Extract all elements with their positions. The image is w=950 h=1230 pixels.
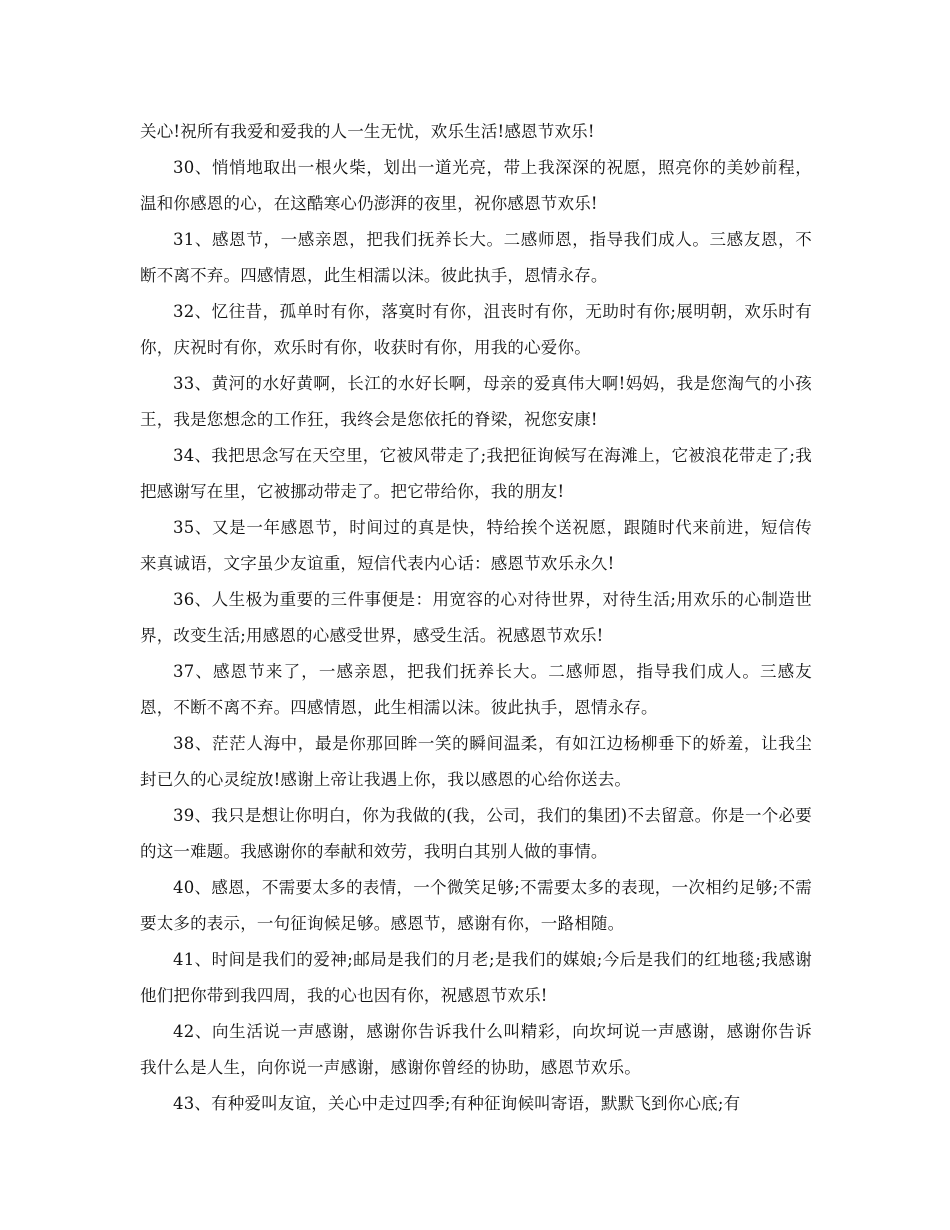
paragraph: 34、我把思念写在天空里，它被风带走了;我把征询候写在海滩上，它被浪花带走了;我把感谢写在里，它被挪动带走了。把它带给你，我的朋友! xyxy=(140,446,812,501)
document-body xyxy=(140,114,812,1122)
paragraph: 38、茫茫人海中，最是你那回眸一笑的瞬间温柔，有如江边杨柳垂下的娇羞，让我尘封已久的心灵绽放!感谢上帝让我遇上你，我以感恩的心给你送去。 xyxy=(140,734,812,789)
paragraph: 37、感恩节来了，一感亲恩，把我们抚养长大。二感师恩，指导我们成人。三感友恩，不断不离不弃。四感情恩，此生相濡以沫。彼此执手，恩情永存。 xyxy=(140,662,812,717)
paragraph: 36、人生极为重要的三件事便是：用宽容的心对待世界，对待生活;用欢乐的心制造世界，改变生活;用感恩的心感受世界，感受生活。祝感恩节欢乐! xyxy=(140,590,812,645)
paragraph: 30、悄悄地取出一根火柴，划出一道光亮，带上我深深的祝愿，照亮你的美妙前程，温和你感恩的心，在这酷寒心仍澎湃的夜里，祝你感恩节欢乐! xyxy=(140,158,812,213)
paragraph: 关心!祝所有我爱和爱我的人一生无忧，欢乐生活!感恩节欢乐! xyxy=(140,122,595,141)
paragraph: 31、感恩节，一感亲恩，把我们抚养长大。二感师恩，指导我们成人。三感友恩，不断不离不弃。四感情恩，此生相濡以沫。彼此执手，恩情永存。 xyxy=(140,230,812,285)
paragraph: 33、黄河的水好黄啊，长江的水好长啊，母亲的爱真伟大啊!妈妈，我是您淘气的小孩王，我是您想念的工作狂，我终会是您依托的脊梁，祝您安康! xyxy=(140,374,812,429)
paragraph: 40、感恩，不需要太多的表情，一个微笑足够;不需要太多的表现，一次相约足够;不需要太多的表示，一句征询候足够。感恩节，感谢有你，一路相随。 xyxy=(140,878,812,933)
paragraph: 41、时间是我们的爱神;邮局是我们的月老;是我们的媒娘;今后是我们的红地毯;我感谢他们把你带到我四周，我的心也因有你，祝感恩节欢乐! xyxy=(140,950,812,1005)
paragraph: 42、向生活说一声感谢，感谢你告诉我什么叫精彩，向坎坷说一声感谢，感谢你告诉我什么是人生，向你说一声感谢，感谢你曾经的协助，感恩节欢乐。 xyxy=(140,1022,812,1077)
paragraph: 35、又是一年感恩节，时间过的真是快，特给挨个送祝愿，跟随时代来前进，短信传来真诚语，文字虽少友谊重，短信代表内心话：感恩节欢乐永久! xyxy=(140,518,812,573)
paragraph: 39、我只是想让你明白，你为我做的(我，公司，我们的集团)不去留意。你是一个必要的这一难题。我感谢你的奉献和效劳，我明白其别人做的事情。 xyxy=(140,806,812,861)
paragraph: 32、忆往昔，孤单时有你，落寞时有你，沮丧时有你，无助时有你;展明朝，欢乐时有你，庆祝时有你，欢乐时有你，收获时有你，用我的心爱你。 xyxy=(140,302,812,357)
paragraph: 43、有种爱叫友谊，关心中走过四季;有种征询候叫寄语，默默飞到你心底;有 xyxy=(173,1094,741,1113)
